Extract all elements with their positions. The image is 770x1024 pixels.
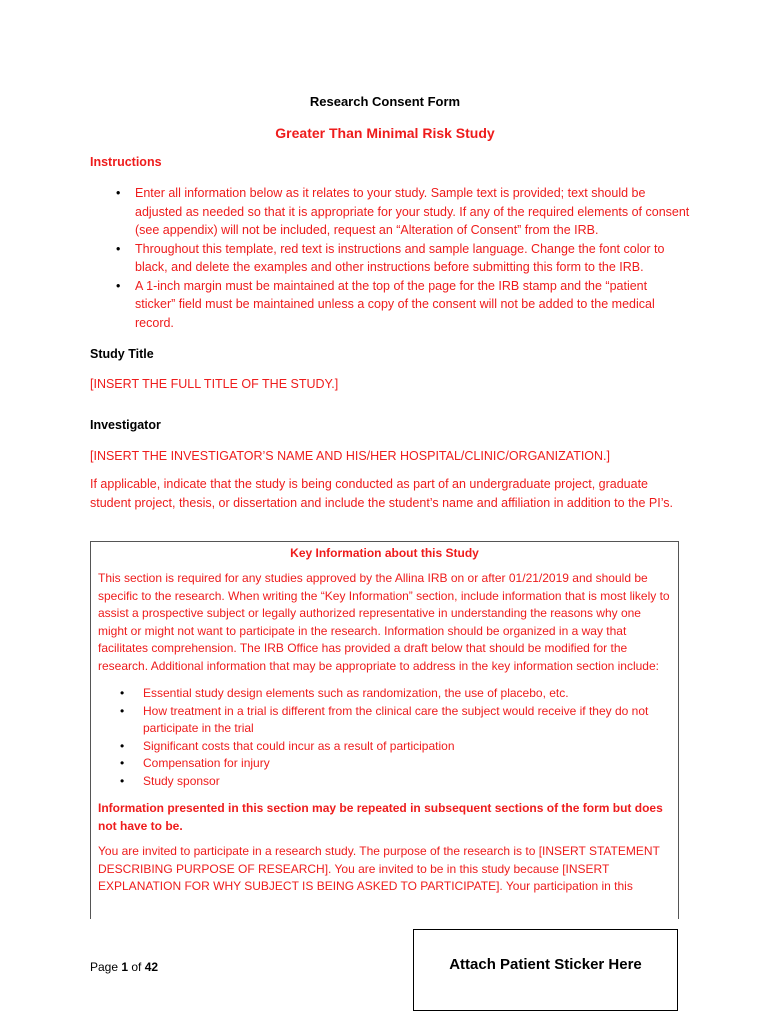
instruction-item: • Enter all information below as it relates to your study. Sample text is provided; text should be adjusted as needed so that it is appropriate for your study. If any of the required elements of consent (see appendix) will not be included, request an “Alteration of Consent” from the IRB. <box>90 184 690 240</box>
study-title-placeholder: [INSERT THE FULL TITLE OF THE STUDY.] <box>90 377 339 391</box>
key-information-item: • How treatment in a trial is different from the clinical care the subject would receive if they do not participate in the trial <box>91 703 678 738</box>
key-information-item: • Essential study design elements such as randomization, the use of placebo, etc. <box>91 685 678 703</box>
study-title-heading: Study Title <box>90 347 154 361</box>
key-information-intro: This section is required for any studies approved by the Allina IRB on or after 01/21/2019 and should be specific to the research. When writing the “Key Information” section, include information that is most likely to assist a prospective subject or legally authorized representative in understanding the reasons why one might or might not want to participate in the research. Information should be organized in a way that facilitates comprehension. The IRB Office has provided a draft below that should be modified for the research. Additional information that may be appropriate to address in the key information section include: <box>98 571 670 673</box>
page-total: 42 <box>144 960 159 974</box>
instruction-item: • A 1-inch margin must be maintained at the top of the page for the IRB stamp and the “patient sticker” field must be maintained unless a copy of the consent will not be added to the medical record. <box>90 277 690 333</box>
investigator-note: If applicable, indicate that the study is being conducted as part of an undergraduate project, graduate student project, thesis, or dissertation and include the student’s name and affiliation in addition to the PI’s. <box>90 477 674 510</box>
key-information-item: • Compensation for injury <box>91 755 678 773</box>
investigator-placeholder: [INSERT THE INVESTIGATOR’S NAME AND HIS/HER HOSPITAL/CLINIC/ORGANIZATION.] <box>90 449 610 463</box>
page-prefix: Page <box>90 960 122 974</box>
key-information-list <box>91 685 678 790</box>
patient-sticker-box: Attach Patient Sticker Here <box>413 929 678 1011</box>
page-of: of <box>128 960 145 974</box>
key-information-heading: Key Information about this Study <box>290 546 479 560</box>
key-information-bold-note: Information presented in this section may be repeated in subsequent sections of the form but does not have to be. <box>98 801 663 833</box>
key-information-sample-text: You are invited to participate in a research study. The purpose of the research is to [INSERT STATEMENT DESCRIBING PURPOSE OF RESEARCH]. You are invited to be in this study because [INSERT EXPLANATION FOR WHY SUBJECT IS BEING ASKED TO PARTICIPATE]. Your participation in this <box>98 844 660 893</box>
instructions-list <box>90 184 690 332</box>
page-number <box>90 960 158 974</box>
instruction-item: • Throughout this template, red text is instructions and sample language. Change the font color to black, and delete the examples and other instructions before submitting this form to the IRB. <box>90 240 690 277</box>
instructions-heading: Instructions <box>90 155 162 169</box>
document-title: Research Consent Form <box>309 94 461 109</box>
investigator-heading: Investigator <box>90 418 161 432</box>
document-subtitle: Greater Than Minimal Risk Study <box>275 125 495 141</box>
instructions-list-wrap <box>90 184 690 332</box>
key-information-box <box>90 541 679 919</box>
key-information-item: • Significant costs that could incur as a result of participation <box>91 738 678 756</box>
page-current: 1 <box>121 960 129 974</box>
key-information-item: • Study sponsor <box>91 773 678 791</box>
